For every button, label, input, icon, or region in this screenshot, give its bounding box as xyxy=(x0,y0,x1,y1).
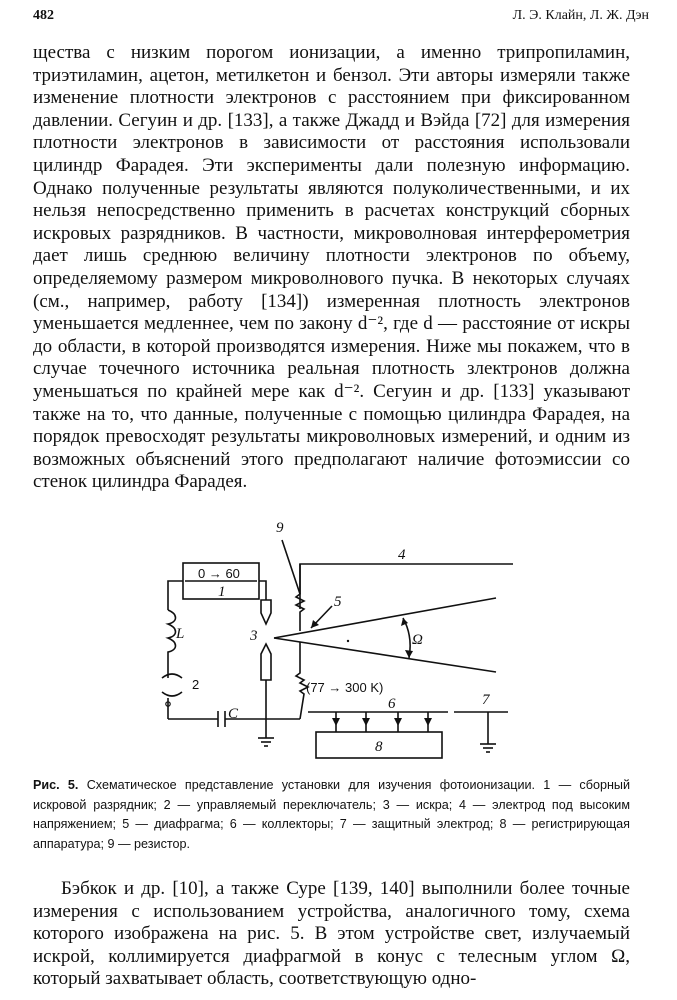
label-n5: 5 xyxy=(334,594,342,610)
label-resistor-range: (77 → 300 K) xyxy=(306,680,384,695)
paragraph-2: Бэбкок и др. [10], а также Суре [139, 140] выполнили более точные измерения с использованием устройства, аналогичного тому, схема которого изображена на рис. 5. В этом устройстве свет, излучаемый искрой, коллимируется диафрагмой в конус с телесным углом Ω, который захватывает область, соответствующую одно- xyxy=(33,878,630,990)
figure-caption xyxy=(33,776,630,854)
figure-5-schematic xyxy=(148,518,528,768)
switch-lower xyxy=(162,692,182,696)
page-number: 482 xyxy=(33,8,54,23)
paragraph-1: щества с низким порогом ионизации, а именно трипропиламин, триэтиламин, ацетон, метилкетон и бензол. Эти авторы измеряли также изменение плотности электронов с расстоянием при фиксированном давлении. Сегуин и др. [133], а также Джадд и Вэйда [72] для измерения плотности электронов в зависимости от расстояния использовали цилиндр Фарадея. Эти эксперименты дали полезную информацию. Однако полученные результаты являются полуколичественными, и их нельзя непосредственно применить в расчетах конструкций сборных искровых разрядников. В частности, микроволновая интерферометрия дает лишь среднюю величину плотности электронов по объему, определяемому размером микроволнового пучка. В некоторых случаях (см., например, работу [134]) измеренная плотность электронов уменьшается медленнее, чем по закону d⁻², где d — расстояние от искры до области, в которой производятся измерения. Ниже мы покажем, что в случае точечного источника реальная плотность злектронов должна уменьшаться по крайней мере как d⁻². Сегуин и др. [133] указывают также на то, что данные, полученные с помощью цилиндра Фарадея, на порядок превосходят результаты микроволновых измерений, и одним из возможных объяснений этого предполагают наличие фотоэмиссии со стенок цилиндра Фарадея. xyxy=(33,42,630,493)
caption-label: Рис. 5. xyxy=(33,778,79,792)
label-omega: Ω xyxy=(412,632,423,648)
inductor-coil xyxy=(168,610,176,670)
cone-upper-ray xyxy=(274,598,496,638)
label-n6: 6 xyxy=(388,696,396,712)
running-head-authors: Л. Э. Клайн, Л. Ж. Дэн xyxy=(512,8,649,23)
body-text-top xyxy=(33,42,630,494)
left-wire xyxy=(168,581,183,610)
caption-text: Схематическое представление установки для изучения фотоионизации. 1 — сборный искровой разрядник; 2 — управляемый переключатель; 3 — искра; 4 — электрод под высоким напряжением; 5 — диафрагма; 6 — коллекторы; 7 — защитный электрод; 8 — регистрирующая аппаратура; 9 — резистор. xyxy=(33,778,630,851)
label-n9: 9 xyxy=(276,520,284,536)
cone-lower-ray xyxy=(274,638,496,672)
label-n3: 3 xyxy=(250,628,258,644)
switch-upper xyxy=(162,674,182,678)
upper-electrode xyxy=(261,600,271,624)
resistor-upper xyxy=(296,564,304,626)
label-n8: 8 xyxy=(375,739,383,755)
lower-electrode xyxy=(261,644,271,680)
label-n1: 1 xyxy=(218,584,226,600)
label-capacitor: C xyxy=(228,706,239,722)
label-n4: 4 xyxy=(398,547,406,563)
hv-electrode xyxy=(300,564,513,609)
label-n2: 2 xyxy=(192,677,200,692)
label-n7: 7 xyxy=(482,692,490,708)
page-header xyxy=(0,6,677,28)
label-inductor: L xyxy=(176,626,185,642)
label-gap-range: 0 → 60 xyxy=(198,566,240,581)
